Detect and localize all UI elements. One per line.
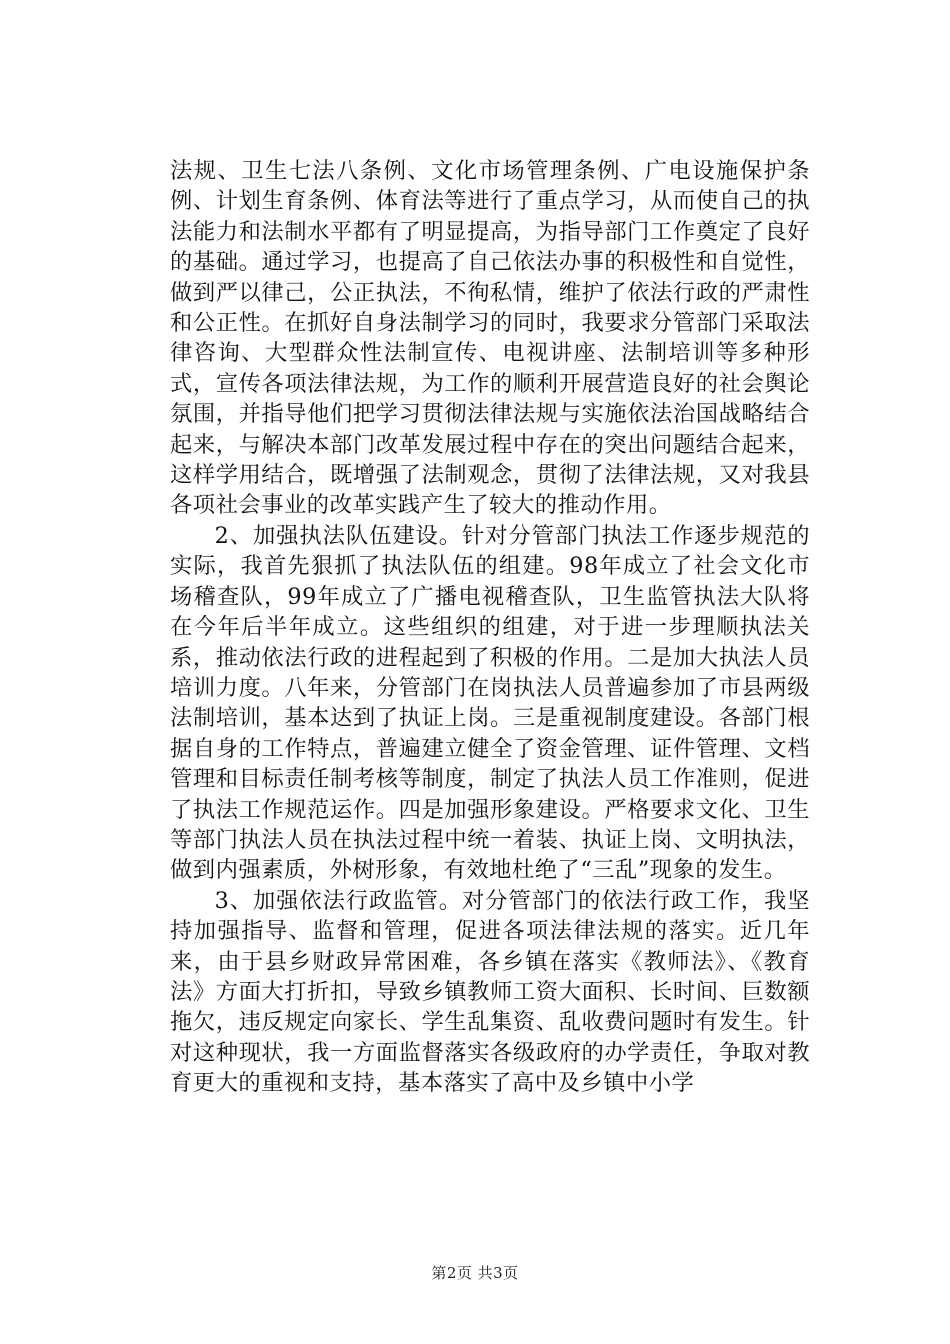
- paragraph-2: 2、加强执法队伍建设。针对分管部门执法工作逐步规范的实际，我首先狠抓了执法队伍的组建。98年成立了社会文化市场稽查队，99年成立了广播电视稽查队，卫生监管执法大队将在今年后半年成立。这些组织的组建，对于进一步理顺执法关系，推动依法行政的进程起到了积极的作用。二是加大执法人员培训力度。八年来，分管部门在岗执法人员普遍参加了市县两级法制培训，基本达到了执证上岗。三是重视制度建设。各部门根据自身的工作特点，普遍建立健全了资金管理、证件管理、文档管理和目标责任制考核等制度，制定了执法人员工作准则，促进了执法工作规范运作。四是加强形象建设。严格要求文化、卫生等部门执法人员在执法过程中统一着装、执证上岗、文明执法，做到内强素质，外树形象，有效地杜绝了“三乱”现象的发生。: [170, 522, 810, 884]
- paragraph-1: 法规、卫生七法八条例、文化市场管理条例、广电设施保护条例、计划生育条例、体育法等进行了重点学习，从而使自己的执法能力和法制水平都有了明显提高，为指导部门工作奠定了良好的基础。通过学习，也提高了自己依法办事的积极性和自觉性，做到严以律己，公正执法，不徇私情，维护了依法行政的严肃性和公正性。在抓好自身法制学习的同时，我要求分管部门采取法律咨询、大型群众性法制宣传、电视讲座、法制培训等多种形式，宣传各项法律法规，为工作的顺利开展营造良好的社会舆论氛围，并指导他们把学习贯彻法律法规与实施依法治国战略结合起来，与解决本部门改革发展过程中存在的突出问题结合起来，这样学用结合，既增强了法制观念，贯彻了法律法规，又对我县各项社会事业的改革实践产生了较大的推动作用。: [170, 158, 810, 519]
- document-body: [170, 156, 810, 1099]
- page-footer: 第2页 共3页: [431, 1264, 519, 1282]
- paragraph-3: 3、加强依法行政监管。对分管部门的依法行政工作，我坚持加强指导、监督和管理，促进各项法律法规的落实。近几年来，由于县乡财政异常困难，各乡镇在落实《教师法》、《教育法》方面大打折扣，导致乡镇教师工资大面积、长时间、巨数额拖欠，违反规定向家长、学生乱集资、乱收费问题时有发生。针对这种现状，我一方面监督落实各级政府的办学责任，争取对教育更大的重视和支持，基本落实了高中及乡镇中小学: [170, 887, 810, 1097]
